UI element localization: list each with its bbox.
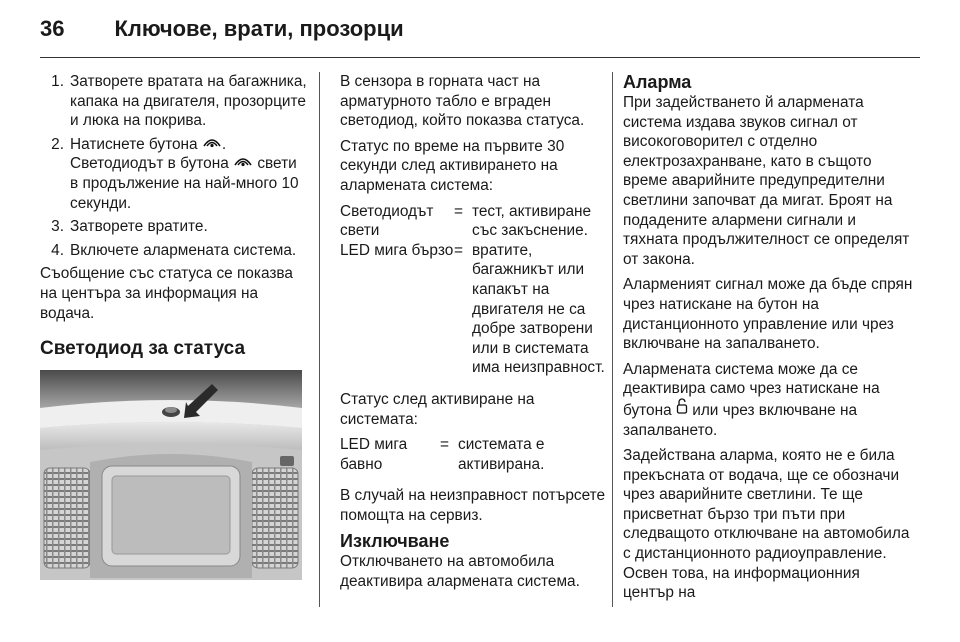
step-item — [40, 241, 308, 261]
alarm-heading: Аларма — [623, 72, 692, 92]
step-text: Затворете вратата на багажника, капака на двигателя, прозорците и люка на покрива. — [70, 73, 307, 130]
definition-term: Светодиодът свети — [340, 202, 434, 240]
status-after-activation-paragraph: Статус след активиране на системата: — [340, 390, 535, 428]
column-3 — [623, 72, 913, 609]
step-number: 3. — [51, 218, 64, 236]
alarm-paragraph-3 — [623, 360, 913, 440]
column-1 — [40, 72, 308, 580]
definition-equals: = — [440, 436, 449, 454]
alarm-paragraph-4: Задействана аларма, която не е била прекъсната от водача, ще се обозначи чрез аварийните светлини. Те ще присветнат бързо три пъти при следващото отключване на автомобила с дистанционното радиоуправление. Освен това, на информационния център на — [623, 447, 910, 602]
alarm-paragraph-3-part: или чрез включване на запалването. — [623, 401, 858, 439]
status-first-30s-paragraph: Статус по време на първите 30 секунди след активирането на алармената система: — [340, 137, 565, 194]
alarm-sensor-icon — [202, 134, 222, 154]
page-number: 36 — [40, 16, 65, 41]
definition-description: тест, активиране със закъснение. — [472, 202, 592, 240]
definition-row — [340, 202, 606, 241]
definition-description: системата е активирана. — [458, 436, 545, 473]
column-2 — [340, 72, 606, 598]
page-title: Ключове, врати, прозорци — [114, 16, 404, 41]
alarm-paragraph-3-part: Алармената система може да се деактивира само чрез натискане на бутона — [623, 360, 880, 419]
message-paragraph: Съобщение със статуса се показва на центъра за информация на водача. — [40, 265, 293, 322]
deactivation-paragraph: Отключването на автомобила деактивира алармената система. — [340, 553, 580, 591]
step-number: 2. — [51, 135, 64, 153]
deactivation-heading: Изключване — [340, 531, 450, 552]
definition-description: вратите, багажникът или капакът на двигателя не са добре затворени или в системата има неизправност. — [472, 241, 605, 377]
step-text — [64, 135, 308, 213]
step-number: 1. — [51, 73, 64, 90]
step-text-part: . Светодиодът в бутона — [70, 135, 234, 173]
step-text-part: Натиснете бутона — [70, 135, 202, 153]
step-item — [40, 135, 308, 213]
step-item — [40, 72, 308, 131]
definition-term: LED мига бързо — [340, 241, 454, 259]
unlock-key-icon — [676, 398, 688, 420]
alarm-sensor-icon — [233, 153, 253, 173]
definition-row — [340, 241, 606, 378]
step-text: Включете алармената система. — [70, 241, 297, 259]
step-number: 4. — [51, 241, 64, 259]
step-text-part: свети в продължение на най-много 10 секунди. — [70, 155, 299, 212]
alarm-paragraph-1: При задействането й алармената система издава звуков сигнал от високоговорител с отделно електрозахранване, като в същото време аварийните предупредителни светлини започват да мигат. Броят на подадените алармени сигнали и тяхната продължителност се определят от закона. — [623, 94, 910, 268]
column-divider — [319, 72, 320, 607]
sensor-paragraph: В сензора в горната част на арматурното табло е вграден светодиод, който показва статуса. — [340, 73, 585, 130]
alarm-paragraph-2: Алармeният сигнал може да бъде спрян чрез натискане на бутон на дистанционното управление или чрез включване на запалването. — [623, 276, 913, 353]
steps-list — [40, 72, 308, 260]
step-text: Затворете вратите. — [70, 218, 208, 236]
status-definitions-after — [340, 435, 606, 474]
page-header — [40, 16, 404, 42]
status-led-heading: Светодиод за статуса — [40, 338, 246, 360]
status-definitions-initial — [340, 202, 606, 378]
malfunction-paragraph: В случай на неизправност потърсете помощта на сервиз. — [340, 487, 606, 524]
column-divider — [612, 72, 613, 607]
definition-equals: = — [454, 202, 463, 220]
definition-term: LED мига бавно — [340, 436, 408, 473]
header-rule — [40, 57, 920, 58]
step-item — [40, 217, 308, 237]
dashboard-illustration — [40, 370, 302, 580]
definition-equals: = — [454, 241, 463, 259]
definition-row — [340, 435, 606, 474]
